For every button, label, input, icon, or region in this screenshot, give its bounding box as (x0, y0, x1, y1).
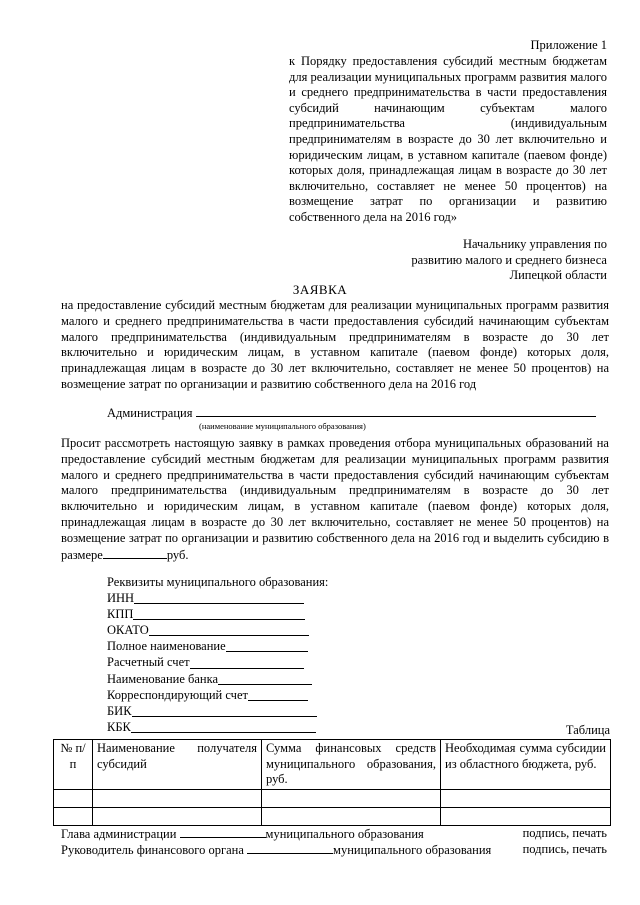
finance-signature-stamp: подпись, печать (522, 842, 607, 856)
requisite-label: Наименование банка (107, 671, 219, 686)
table-header-row (54, 740, 611, 790)
table-header-municipal-funds: Сумма финансовых средств муниципального образования, руб. (262, 740, 441, 790)
head-signature-stamp: подпись, печать (522, 826, 607, 840)
table-cell[interactable] (262, 807, 441, 825)
head-signature-suffix: муниципального образования (265, 827, 424, 841)
document-title: ЗАЯВКА (292, 282, 348, 297)
document-subject: на предоставление субсидий местным бюджетам для реализации муниципальных программ развития малого и среднего предпринимательства в части предоставления субсидий начинающим субъектам малого предпринимательства (индивидуальным предпринимателям в возрасте до 30 лет включительно и юридическим лицам, в уставном капитале (паевом фонде) которых доля, принадлежащая лицам в возрасте до 30 лет включительно, составляет не менее 50 процентов) на возмещение затрат по организации и развитию собственного дела на 2016 год (61, 298, 609, 391)
requisite-blank (134, 592, 304, 604)
requisite-row (107, 654, 367, 670)
finance-signature-line (61, 842, 611, 858)
appendix-title: Приложение 1 (530, 38, 607, 52)
request-paragraph (61, 436, 609, 563)
requisite-blank (132, 705, 317, 717)
table-header-number: № п/п (54, 740, 93, 790)
table-row (54, 789, 611, 807)
administration-label: Администрация (107, 406, 193, 420)
head-signature-line (61, 826, 611, 842)
requisite-row (107, 622, 367, 638)
head-signature-blank (180, 826, 266, 838)
appendix-body: к Порядку предоставления субсидий местным бюджетам для реализации муниципальных программ развития малого и среднего предпринимательства в части предоставления субсидий начинающим субъектам малого предпринимательства (индивидуальным предпринимателям в возрасте до 30 лет включительно и юридическим лицам, в уставном капитале (паевом фонде) которых доля, принадлежащая лицам в возрасте до 30 лет включительно, составляет не менее 50 процентов) на возмещение затрат по организации и развитию собственного дела на 2016 год» (289, 54, 607, 224)
requisite-blank (133, 608, 305, 620)
requisites-heading: Реквизиты муниципального образования: (107, 575, 329, 589)
requisite-row (107, 671, 367, 687)
requisite-blank (226, 640, 308, 652)
table-header-recipient: Наименование получателя субсидий (93, 740, 262, 790)
table-cell[interactable] (93, 807, 262, 825)
requisite-blank (218, 673, 312, 685)
addressee-line: развитию малого и среднего бизнеса (411, 252, 607, 267)
requisite-label: КБК (107, 719, 131, 734)
requisite-blank (248, 689, 308, 701)
table-cell[interactable] (441, 789, 611, 807)
requisite-row (107, 606, 367, 622)
requisite-row (107, 719, 367, 735)
requisite-label: БИК (107, 703, 132, 718)
table-cell[interactable] (262, 789, 441, 807)
requisite-label: ИНН (107, 591, 135, 606)
request-text: Просит рассмотреть настоящую заявку в рамках проведения отбора муниципальных образований на предоставление субсидий местным бюджетам для реализации муниципальных программ развития малого и среднего предпринимательства в части предоставления субсидий начинающим субъектам малого предпринимательства (индивидуальным предпринимателям в возрасте до 30 лет включительно и юридическим лицам, в уставном капитале (паевом фонде) которых доля, принадлежащая лицам в возрасте до 30 лет включительно, составляет не менее 50 процентов) на возмещение затрат по организации и развитию собственного дела на 2016 год и выделить субсидию в размере (61, 436, 609, 562)
addressee-line: Начальнику управления по (462, 237, 607, 251)
requisite-label: Корреспондирующий счет (107, 687, 248, 702)
requisite-label: ОКАТО (107, 623, 149, 638)
table-cell[interactable] (54, 789, 93, 807)
requisite-row (107, 703, 367, 719)
requisite-label: Полное наименование (107, 639, 226, 654)
requisite-blank (131, 721, 316, 733)
head-signature-label: Глава администрации (61, 827, 177, 841)
amount-blank (103, 547, 167, 559)
table-cell[interactable] (441, 807, 611, 825)
requisite-row (107, 687, 367, 703)
finance-signature-blank (247, 842, 333, 854)
addressee-line: Липецкой области (509, 268, 607, 283)
table-cell[interactable] (54, 807, 93, 825)
requisite-label: КПП (107, 607, 134, 622)
requisite-row (107, 638, 367, 654)
administration-line (107, 405, 607, 421)
amount-unit: руб. (166, 547, 189, 562)
administration-hint: (наименование муниципального образования) (199, 421, 366, 431)
table-cell[interactable] (93, 789, 262, 807)
administration-blank (196, 405, 596, 417)
finance-signature-label: Руководитель финансового органа (61, 843, 244, 857)
subsidy-table (53, 739, 611, 826)
requisite-label: Расчетный счет (107, 655, 190, 670)
finance-signature-suffix: муниципального образования (333, 843, 492, 857)
table-header-regional-subsidy: Необходимая сумма субсидии из областного бюджета, руб. (441, 740, 611, 790)
addressee-block (347, 237, 607, 284)
requisite-blank (190, 657, 304, 669)
table-caption: Таблица (565, 723, 610, 737)
requisites-block (107, 574, 367, 735)
requisite-blank (149, 624, 309, 636)
table-row (54, 807, 611, 825)
requisite-row (107, 590, 367, 606)
